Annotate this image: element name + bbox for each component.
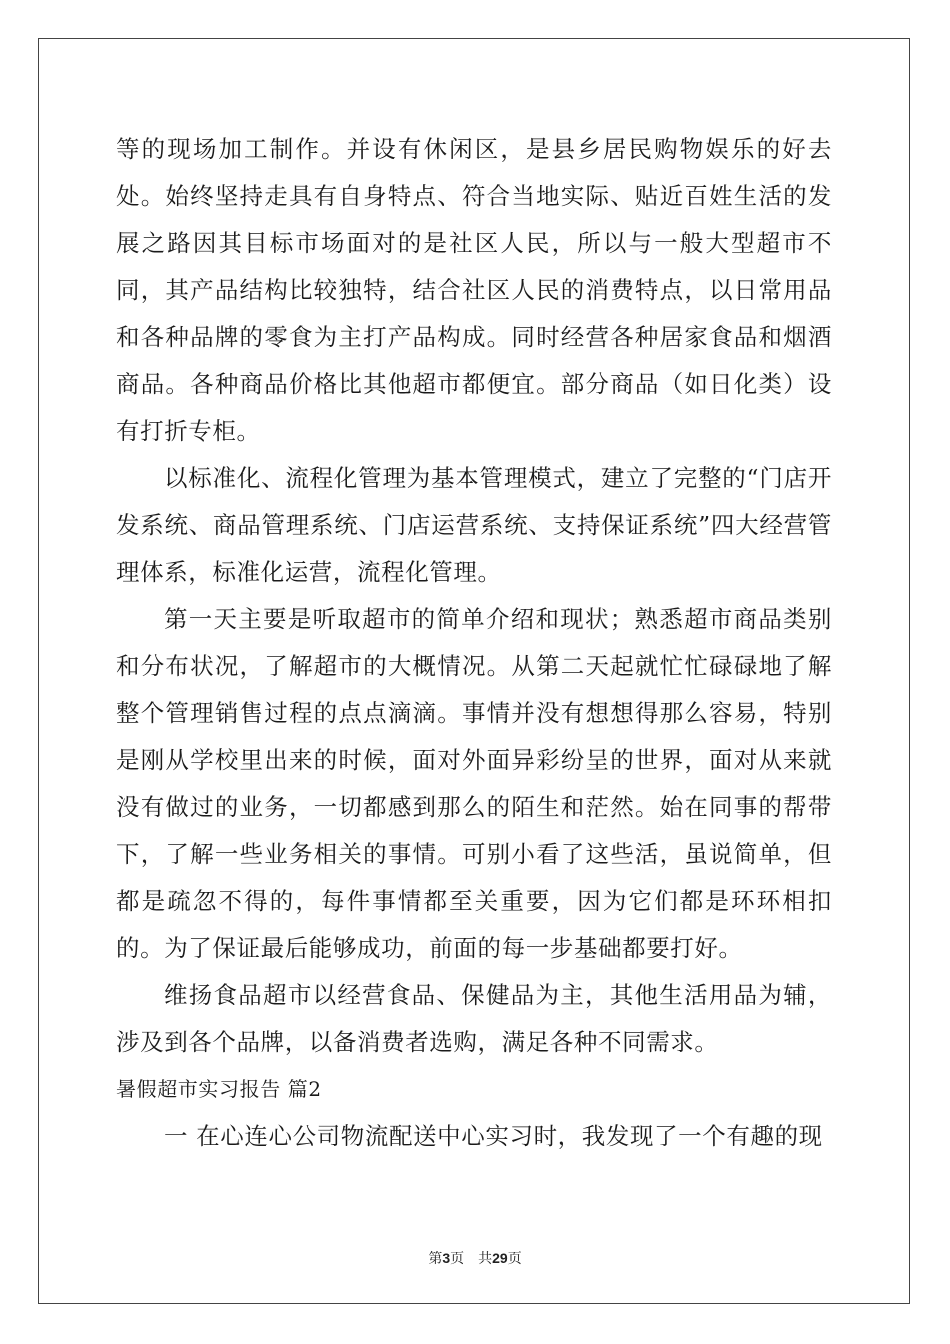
footer-total-pages: 29 (492, 1250, 508, 1266)
footer-page-prefix: 第 (428, 1251, 443, 1267)
paragraph-1: 等的现场加工制作。并设有休闲区，是县乡居民购物娱乐的好去处。始终坚持走具有自身特点、符合当地实际、贴近百姓生活的发展之路因其目标市场面对的是社区人民，所以与一般大型超市不同，其产品结构比较独特，结合社区人民的消费特点，以日常用品和各种品牌的零食为主打产品构成。同时经营各种居家食品和烟酒商品。各种商品价格比其他超市都便宜。部分商品（如日化类）设有打折专柜。 (116, 135, 832, 445)
footer-total-suffix: 页 (507, 1251, 522, 1267)
page-footer (0, 1248, 950, 1268)
section-heading: 暑假超市实习报告 篇2 (116, 1077, 322, 1101)
paragraph-2: 以标准化、流程化管理为基本管理模式，建立了完整的“门店开发系统、商品管理系统、门店运营系统、支持保证系统”四大经营管理体系，标准化运营，流程化管理。 (116, 464, 832, 586)
paragraph-3: 第一天主要是听取超市的简单介绍和现状；熟悉超市商品类别和分布状况，了解超市的大概情况。从第二天起就忙忙碌碌地了解整个管理销售过程的点点滴滴。事情并没有想想得那么容易，特别是刚从学校里出来的时候，面对外面异彩纷呈的世界，面对从来就没有做过的业务，一切都感到那么的陌生和茫然。始在同事的帮带下，了解一些业务相关的事情。可别小看了这些活，虽说简单，但都是疏忽不得的，每件事情都至关重要，因为它们都是环环相扣的。为了保证最后能够成功，前面的每一步基础都要打好。 (116, 605, 832, 962)
footer-page-number: 3 (442, 1250, 451, 1266)
paragraph-5: 一 在心连心公司物流配送中心实习时，我发现了一个有趣的现 (164, 1122, 823, 1150)
document-body (116, 126, 832, 1160)
footer-page-suffix: 页 (450, 1251, 465, 1267)
paragraph-4: 维扬食品超市以经营食品、保健品为主，其他生活用品为辅，涉及到各个品牌，以备消费者选购，满足各种不同需求。 (116, 981, 832, 1056)
footer-total-prefix: 共 (478, 1251, 493, 1267)
